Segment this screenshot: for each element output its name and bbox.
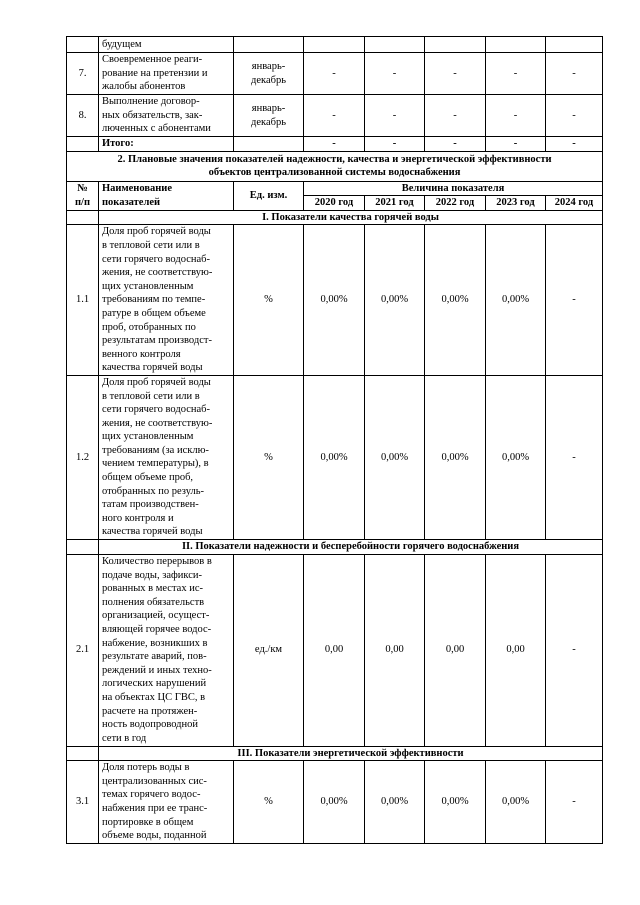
row-number: 3.1 (67, 761, 99, 844)
table-row (67, 554, 603, 746)
row-value: - (486, 53, 546, 95)
row-value: 0,00 (365, 554, 425, 746)
header-year: 2024 год (546, 196, 603, 211)
row-unit: % (234, 375, 304, 539)
row-value: - (304, 95, 365, 137)
row-value: - (425, 53, 486, 95)
table-row (67, 37, 603, 53)
total-value: - (304, 137, 365, 152)
header-row (67, 181, 603, 196)
row-period: январь- декабрь (251, 60, 286, 86)
row-value: 0,00% (304, 375, 365, 539)
row-value (365, 37, 425, 53)
row-value: 0,00% (425, 225, 486, 376)
row-value: - (546, 95, 603, 137)
row-number: 7. (67, 53, 99, 95)
row-name: Количество перерывов в подаче воды, зафикси- рованных в местах ис- полнения обязательств организацией, осущест- вляющей горячее водос- набжение, возникших в результате аварий, пов- реждений и иных техно- логических нарушений на объектах ЦС ГВС, в расчете на протяжен- ность водопроводной сети в год (102, 555, 212, 744)
row-value: 0,00% (425, 375, 486, 539)
header-year: 2020 год (304, 196, 365, 211)
row-value: - (546, 225, 603, 376)
row-value: 0,00 (425, 554, 486, 746)
total-label: Итого: (99, 137, 234, 152)
table-row (67, 95, 603, 137)
row-name: будущем (99, 37, 234, 53)
row-value: 0,00% (425, 761, 486, 844)
row-value: 0,00% (486, 761, 546, 844)
row-name: Доля потерь воды в централизованных сис- темах горячего водос- набжения при ее транс- портировке в общем объеме воды, поданной (102, 762, 208, 842)
group-title: III. Показатели энергетической эффективности (99, 746, 603, 761)
group-title-row (67, 746, 603, 761)
total-value: - (546, 137, 603, 152)
row-value: - (486, 95, 546, 137)
row-value (546, 37, 603, 53)
row-number: 1.2 (67, 375, 99, 539)
table-row (67, 53, 603, 95)
row-value: - (365, 95, 425, 137)
row-value: 0,00% (304, 761, 365, 844)
total-value: - (365, 137, 425, 152)
group-title: I. Показатели качества горячей воды (99, 210, 603, 225)
indicators-table (66, 36, 603, 844)
row-name: Своевременное реаги- рование на претензии и жалобы абонентов (102, 54, 208, 93)
row-name: Доля проб горячей воды в тепловой сети или в сети горячего водоснаб- жения, не соответствую- щих установленным требованиям (за исклю- чением температуры), в общем объеме проб, отобранных по резуль- татам производствен- ного контроля и качества горячей воды (102, 376, 213, 538)
header-year: 2023 год (486, 196, 546, 211)
row-value: - (546, 554, 603, 746)
total-value: - (425, 137, 486, 152)
row-value: 0,00% (486, 225, 546, 376)
row-number (67, 37, 99, 53)
header-year: 2022 год (425, 196, 486, 211)
row-period (234, 37, 304, 53)
header-number: № п/п (74, 183, 91, 208)
group-title: II. Показатели надежности и бесперебойности горячего водоснабжения (99, 540, 603, 555)
row-value: 0,00 (486, 554, 546, 746)
group-title-row (67, 210, 603, 225)
section-title: 2. Плановые значения показателей надежности, качества и энергетической эффективности объектов централизованной системы водоснабжения (117, 153, 552, 179)
total-value: - (486, 137, 546, 152)
header-value-group: Величина показателя (304, 181, 603, 196)
row-number: 8. (67, 95, 99, 137)
row-value: - (425, 95, 486, 137)
row-value: 0,00% (365, 761, 425, 844)
row-value: - (304, 53, 365, 95)
row-unit: % (234, 761, 304, 844)
row-value (425, 37, 486, 53)
section-title-row (67, 151, 603, 181)
row-unit: ед./км (234, 554, 304, 746)
row-unit: % (234, 225, 304, 376)
table-row (67, 761, 603, 844)
row-number: 2.1 (67, 554, 99, 746)
row-value: - (546, 53, 603, 95)
table-row (67, 225, 603, 376)
row-name: Выполнение договор- ных обязательств, зак- люченных с абонентами (102, 96, 211, 135)
row-value: - (546, 375, 603, 539)
row-value: - (365, 53, 425, 95)
row-value: 0,00% (365, 375, 425, 539)
row-value: 0,00% (486, 375, 546, 539)
table-row (67, 375, 603, 539)
row-value: 0,00% (365, 225, 425, 376)
row-value (304, 37, 365, 53)
header-unit: Ед. изм. (234, 181, 304, 210)
group-title-row (67, 540, 603, 555)
row-value (486, 37, 546, 53)
header-name: Наименование показателей (102, 183, 172, 208)
header-year: 2021 год (365, 196, 425, 211)
row-value: 0,00 (304, 554, 365, 746)
row-value: 0,00% (304, 225, 365, 376)
total-row (67, 137, 603, 152)
row-period: январь- декабрь (251, 102, 286, 128)
row-value: - (546, 761, 603, 844)
row-name: Доля проб горячей воды в тепловой сети или в сети горячего водоснаб- жения, не соответствую- щих установленным требованиям по темпе- ратуре в общем объеме проб, отобранных по результатам производст- венного контроля качества горячей воды (102, 226, 213, 374)
row-number: 1.1 (67, 225, 99, 376)
